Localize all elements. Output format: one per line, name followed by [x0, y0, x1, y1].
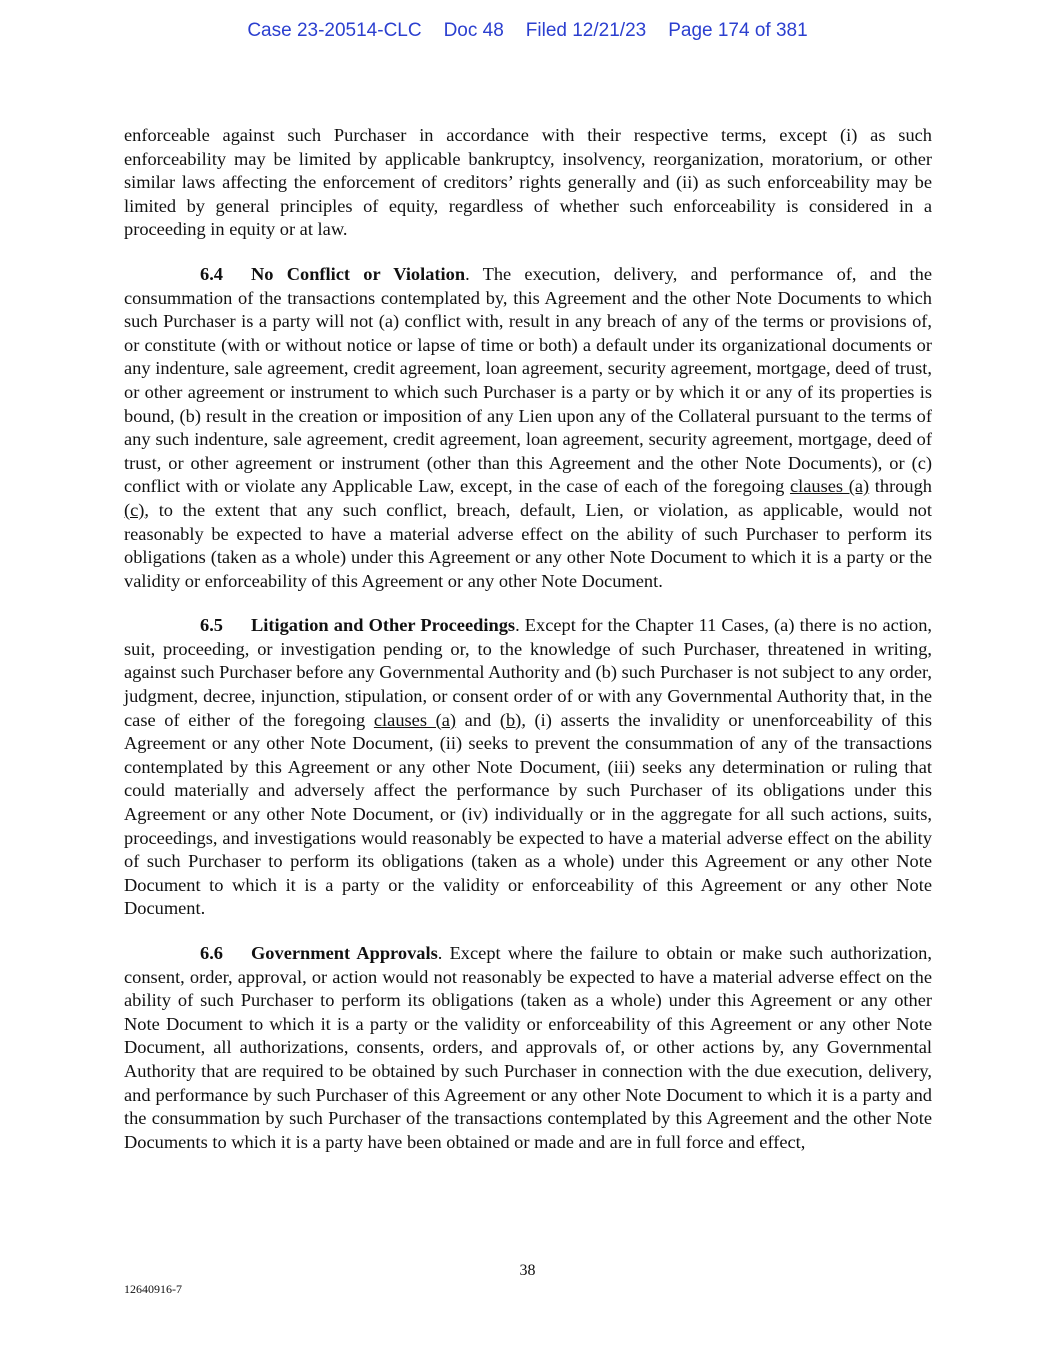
case-number: Case 23-20514-CLC	[247, 20, 422, 41]
section-text: . The execution, delivery, and performance of, and the consummation of the transactions contemplated by, this Agreement and the other Note Documents to which such Purchaser is a party will not (a) conflict with, result in any breach of any of the terms or provisions of, or constitute (with or without notice or lapse of time or both) a default under its organizational documents or any indenture, sale agreement, credit agreement, loan agreement, security agreement, mortgage, deed of trust, or other agreement or instrument to which such Purchaser is a party or by which it or any of its properties is bound, (b) result in the creation or imposition of any Lien upon any of the Collateral pursuant to the terms of any such indenture, sale agreement, credit agreement, loan agreement, security agreement, mortgage, deed of trust, or other agreement or instrument (other than this Agreement and the other Note Documents), or (c) conflict with or violate any Applicable Law, except, in the case of each of the foregoing	[124, 263, 932, 497]
section-title: Litigation and Other Proceedings	[251, 615, 516, 636]
clause-reference: clauses (a)	[789, 476, 870, 497]
filed-date: Filed 12/21/23	[525, 20, 647, 41]
section-number: 6.5	[200, 615, 223, 636]
section-text: . Except where the failure to obtain or make such authorization, consent, order, approval, or action would not reasonably be expected to have a material adverse effect on the ability of such Purchaser to perform its obligations (taken as a whole) under this Agreement or any other Note Document to which it is a party or the validity or enforceability of this Agreement or any other Note Document, all authorizations, consents, orders, and approvals of, or other actions by, any Governmental Authority that are required to be obtained by such Purchaser in connection with the due execution, delivery, and performance by such Purchaser of this Agreement or any other Note Document to which it is a party and the consummation by such Purchaser of the transactions contemplated by this Agreement and the other Note Documents to which it is a party have been obtained or made and are in full force and effect,	[124, 943, 932, 1152]
section-text: , (i) asserts the invalidity or unenforceability of this Agreement or any other Note Document, (ii) seeks to prevent the consummation of any of the transactions contemplated by this Agreement or any other Note Document, (iii) seeks any determination or ruling that could materially and adversely affect the performance by such Purchaser of its obligations under this Agreement or any other Note Document, or (iv) individually or in the aggregate for all such actions, suits, proceedings, and investigations would reasonably be expected to have a material adverse effect on the ability of such Purchaser to perform its obligations (taken as a whole) under this Agreement or any other Note Document to which it is a party or the validity or enforceability of this Agreement or any other Note Document.	[124, 709, 933, 919]
section-title: Government Approvals	[251, 943, 438, 963]
clause-reference: (b)	[499, 709, 522, 730]
doc-number: Doc 48	[443, 20, 504, 41]
section-number: 6.4	[200, 263, 223, 284]
section-title: No Conflict or Violation	[251, 263, 466, 284]
section-text: and	[456, 709, 500, 730]
section-text: through	[869, 476, 932, 497]
clause-reference: clauses (a)	[373, 709, 457, 730]
page-number: 38	[519, 1262, 536, 1279]
section-number: 6.6	[200, 943, 223, 963]
document-body	[124, 124, 932, 1175]
section-text: , to the extent that any such conflict, breach, default, Lien, or violation, as applicable, would not reasonably be expected to have a material adverse effect on the ability of such Purchaser to perform its obligations (taken as a whole) under this Agreement or any other Note Document to which it is a party or the validity or enforceability of this Agreement or any other Note Document.	[124, 499, 932, 591]
clause-reference: (c)	[124, 499, 145, 520]
section-6-4	[124, 263, 932, 593]
continued-paragraph: enforceable against such Purchaser in accordance with their respective terms, except (i) as such enforceability may be limited by applicable bankruptcy, insolvency, reorganization, moratorium, or other similar laws affecting the enforcement of creditors’ rights generally and (ii) as such enforceability may be limited by general principles of equity, regardless of whether such enforceability is considered in a proceeding in equity or at law.	[124, 125, 932, 240]
page-count: Page 174 of 381	[668, 20, 808, 41]
section-6-5	[124, 614, 932, 921]
section-text: . Except for the Chapter 11 Cases, (a) there is no action, suit, proceeding, or investigation pending or, to the knowledge of such Purchaser, threatened in writing, against such Purchaser before any Governmental Authority and (b) such Purchaser is not subject to any order, judgment, decree, injunction, stipulation, or consent order of or with any Governmental Authority that, in the case of either of the foregoing	[124, 615, 932, 730]
court-filing-header	[0, 20, 1055, 42]
document-id: 12640916-7	[124, 1282, 182, 1296]
section-6-6	[124, 942, 932, 1154]
